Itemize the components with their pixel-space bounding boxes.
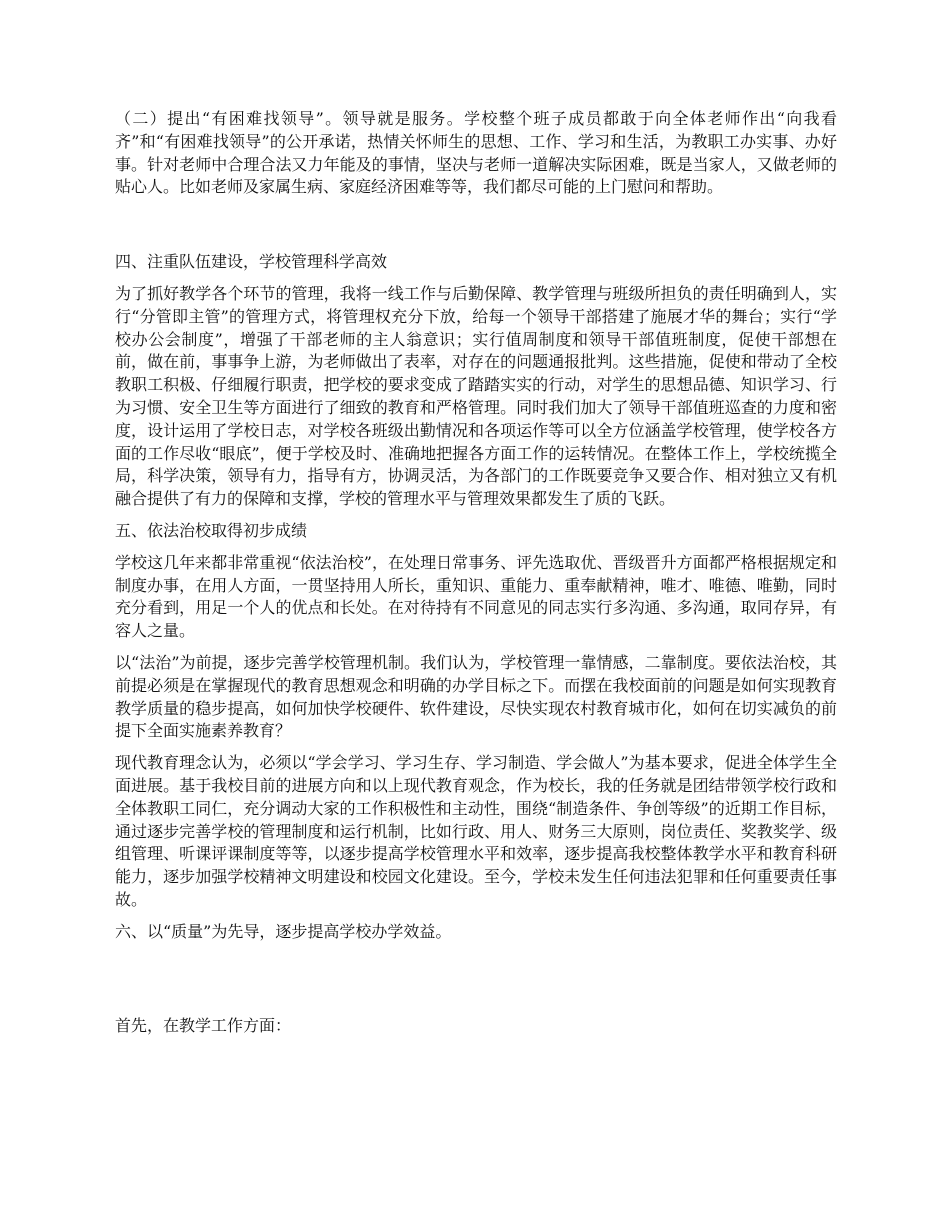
spacer bbox=[115, 912, 837, 921]
paragraph-rule-of-law-3: 现代教育理念认为，必须以“学会学习、学习生存、学习制造、学会做人”为基本要求，促进全体学生全面进展。基于我校目前的进展方向和以上现代教育观念，作为校长，我的任务就是团结带领学校行政和全体教职工同仁，充分调动大家的工作积极性和主动性，围绕“制造条件、争创等级”的近期工作目标，通过逐步完善学校的管理制度和运行机制，比如行政、用人、财务三大原则，岗位责任、奖教奖学、级组管理、听课评课制度等等，以逐步提高学校管理水平和效率，逐步提高我校整体教学水平和教育科研能力，逐步加强学校精神文明建设和校园文化建设。至今，学校未发生任何违法犯罪和任何重要责任事故。 bbox=[115, 753, 837, 909]
paragraph-teaching-work: 首先，在教学工作方面： bbox=[115, 1015, 292, 1035]
spacer bbox=[115, 944, 837, 1015]
section-heading-quality: 六、以“质量”为先导，逐步提高学校办学效益。 bbox=[115, 921, 452, 941]
spacer bbox=[115, 199, 837, 251]
spacer bbox=[115, 543, 837, 552]
spacer bbox=[115, 274, 837, 283]
spacer bbox=[115, 643, 837, 652]
paragraph-team-building: 为了抓好教学各个环节的管理，我将一线工作与后勤保障、教学管理与班级所担负的责任明确到人，实行“分管即主管”的管理方式，将管理权充分下放，给每一个领导干部搭建了施展才华的舞台；实行“学校办公会制度”，增强了干部老师的主人翁意识；实行值周制度和领导干部值班制度，促使干部想在前，做在前，事事争上游，为老师做出了表率，对存在的问题通报批判。这些措施，促使和带动了全校教职工积极、仔细履行职责，把学校的要求变成了踏踏实实的行动，对学生的思想品德、知识学习、行为习惯、安全卫生等方面进行了细致的教育和严格管理。同时我们加大了领导干部值班巡查的力度和密度，设计运用了学校日志，对学校各班级出勤情况和各项运作等可以全方位涵盖学校管理，使学校各方面的工作尽收“眼底”，便于学校及时、准确地把握各方面工作的运转情况。在整体工作上，学校统揽全局，科学决策，领导有力，指导有方，协调灵活，为各部门的工作既要竞争又要合作、相对独立又有机融合提供了有力的保障和支撑，学校的管理水平与管理效果都发生了质的飞跃。 bbox=[115, 283, 837, 509]
paragraph-rule-of-law-1: 学校这几年来都非常重视“依法治校”，在处理日常事务、评先选取优、晋级晋升方面都严格根据规定和制度办事，在用人方面，一贯坚持用人所长，重知识、重能力、重奉献精神，唯才、唯德、唯勤，同时充分看到，用足一个人的优点和长处。在对待持有不同意见的同志实行多沟通、多沟通，取同存异，有容人之量。 bbox=[115, 552, 837, 641]
section-heading-team-building: 四、注重队伍建设，学校管理科学高效 bbox=[115, 252, 388, 272]
spacer bbox=[115, 743, 837, 752]
section-heading-rule-of-law: 五、依法治校取得初步成绩 bbox=[115, 520, 308, 540]
document-page bbox=[115, 108, 837, 1037]
spacer bbox=[115, 511, 837, 520]
paragraph-leadership-service: （二）提出“有困难找领导”。领导就是服务。学校整个班子成员都敢于向全体老师作出“向我看齐”和“有困难找领导”的公开承诺，热情关怀师生的思想、工作、学习和生活，为教职工办实事、办好事。针对老师中合理合法又力年能及的事情，坚决与老师一道解决实际困难，既是当家人，又做老师的贴心人。比如老师及家属生病、家庭经济困难等等，我们都尽可能的上门慰问和帮助。 bbox=[115, 109, 837, 197]
paragraph-rule-of-law-2: 以“法治”为前提，逐步完善学校管理机制。我们认为，学校管理一靠情感，二靠制度。要依法治校，其前提必须是在掌握现代的教育思想观念和明确的办学目标之下。而摆在我校面前的问题是如何实现教育教学质量的稳步提高，如何加快学校硬件、软件建设，尽快实现农村教育城市化，如何在切实减负的前提下全面实施素养教育？ bbox=[115, 652, 837, 741]
